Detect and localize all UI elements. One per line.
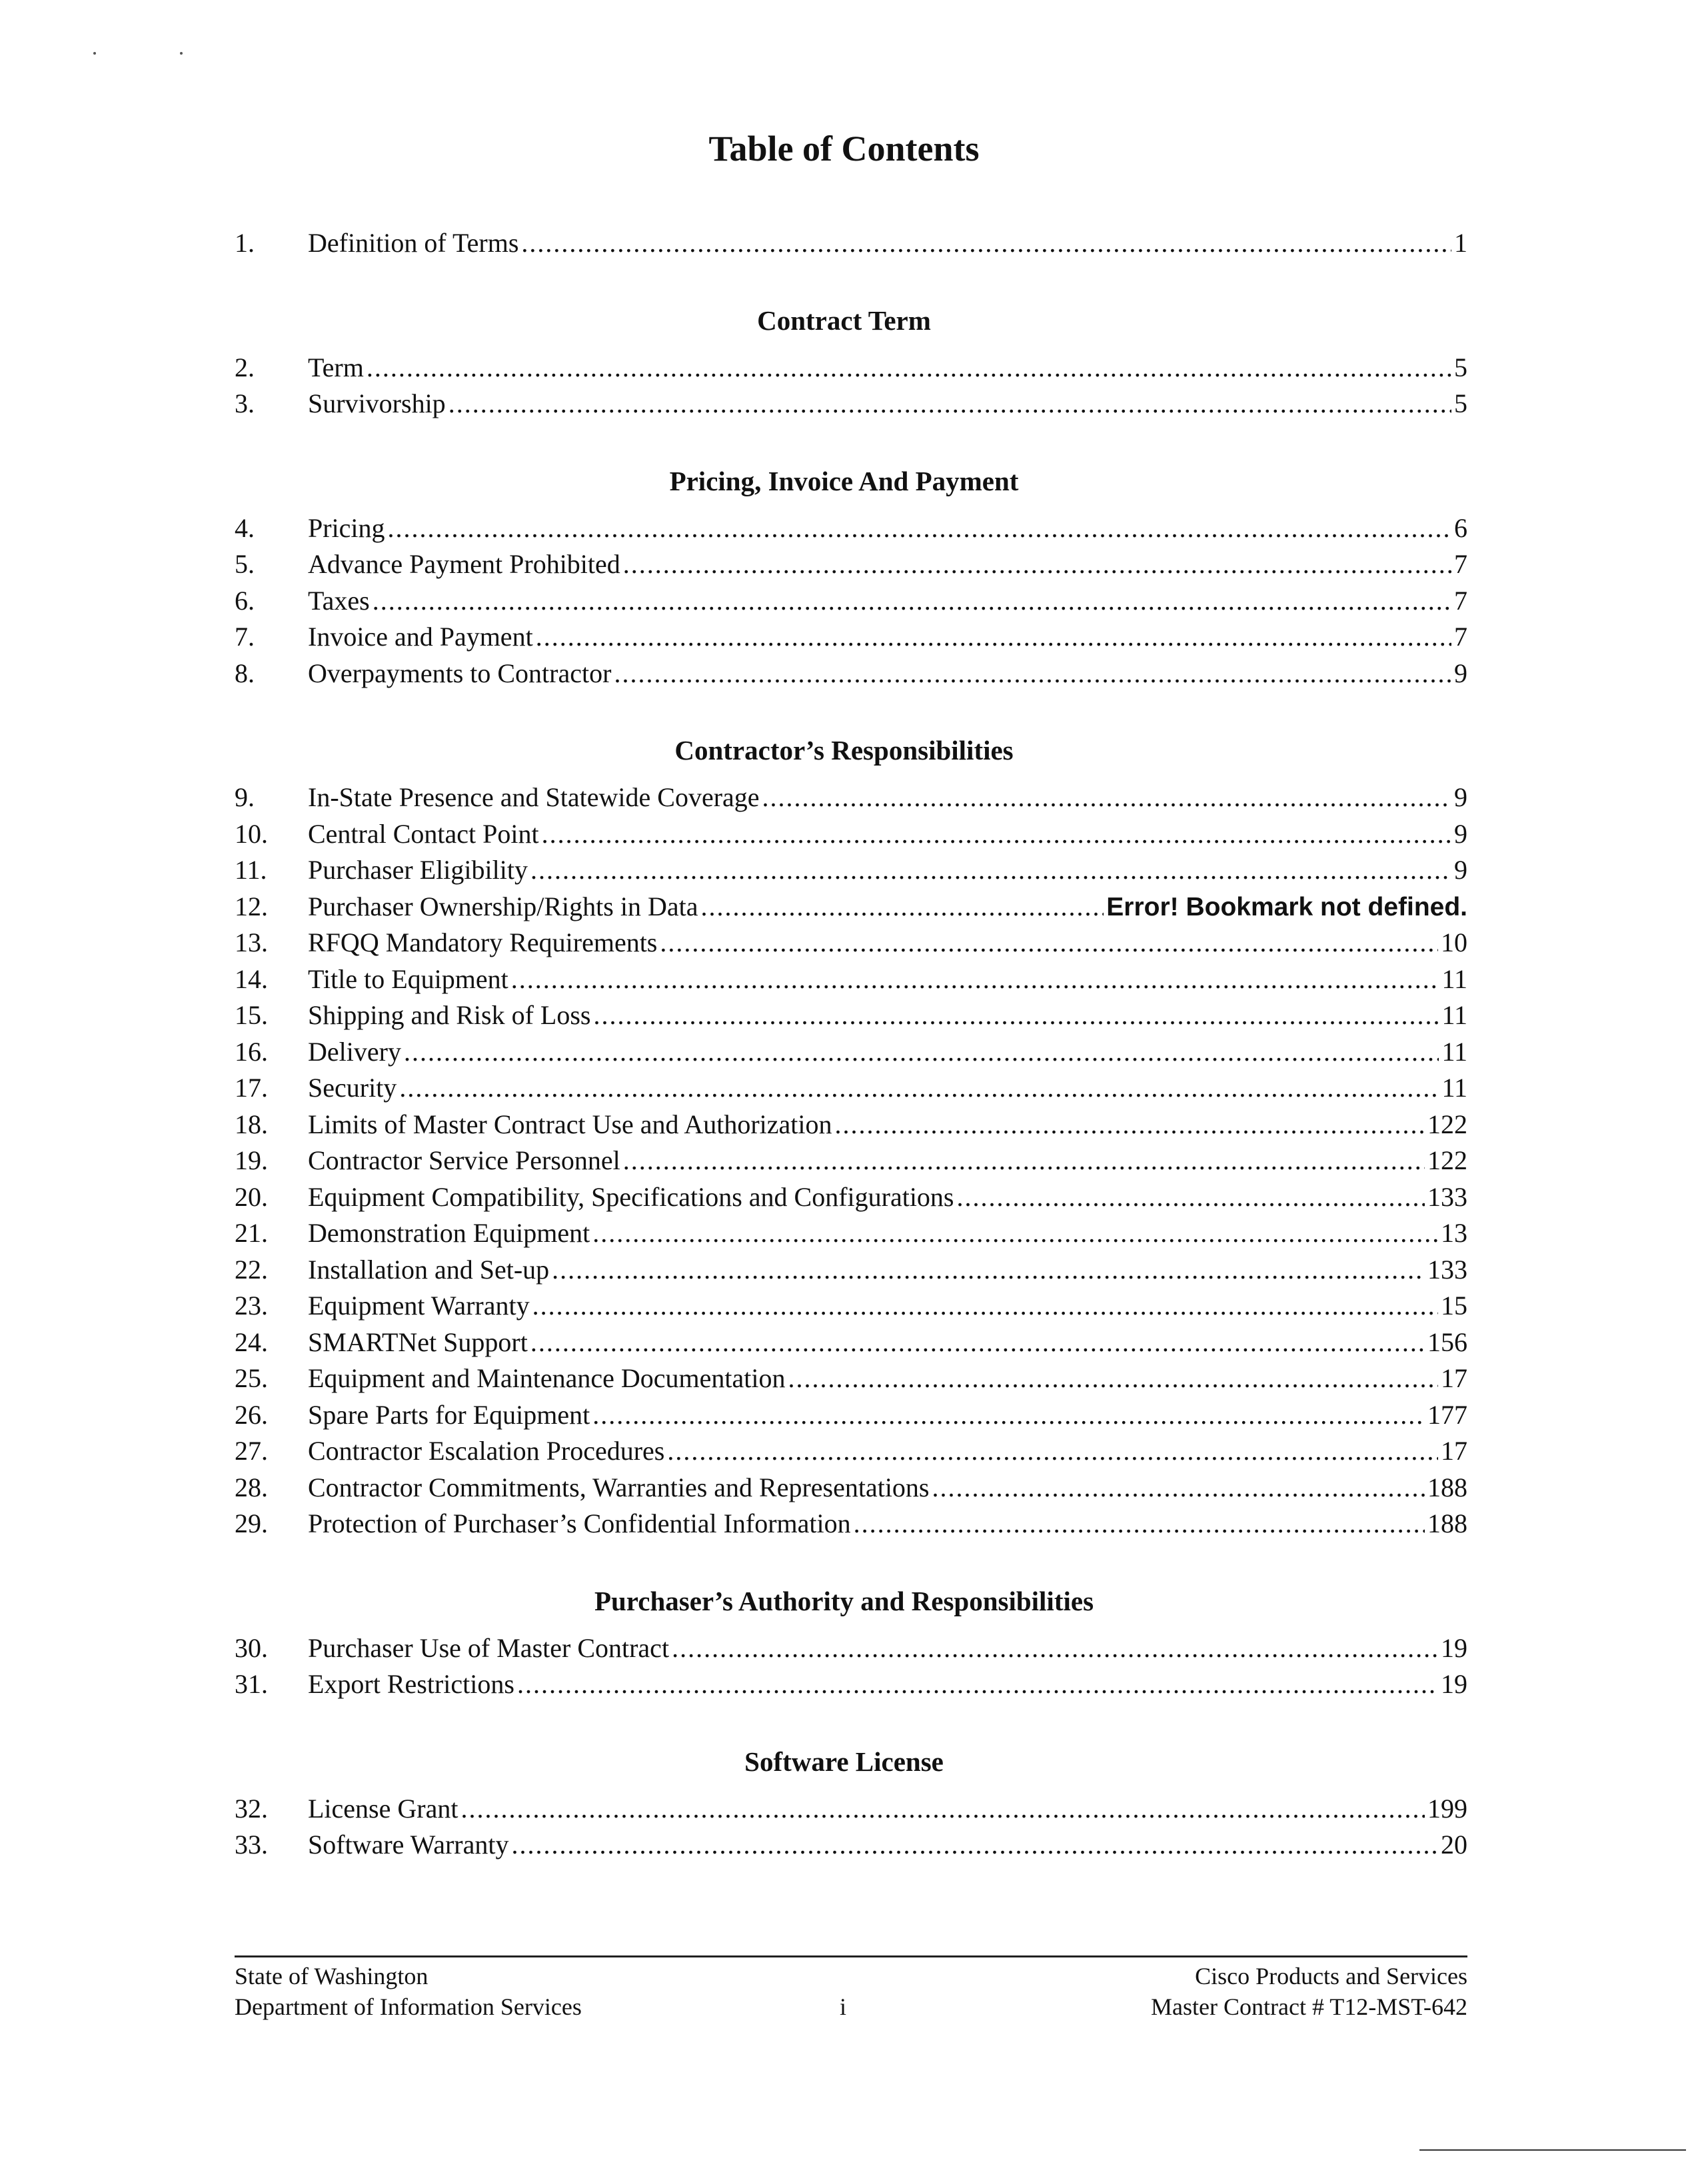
toc-entry-number: 4. <box>235 513 255 543</box>
toc-entry-number: 21. <box>235 1218 268 1248</box>
toc-entry-title: Overpayments to Contractor <box>308 658 612 688</box>
section-heading: Purchaser’s Authority and Responsibilities <box>594 1586 1094 1616</box>
toc-entry[interactable] <box>235 926 1467 959</box>
toc-entry-title: Contractor Commitments, Warranties and Representations <box>308 1472 930 1502</box>
footer-department: Department of Information Services <box>235 1993 582 2020</box>
dot-leader <box>788 1362 1438 1395</box>
dot-leader <box>448 387 1451 420</box>
toc-entry-page: 20 <box>1441 1830 1467 1860</box>
toc-entry-number: 6. <box>235 586 255 616</box>
toc-entry-title: Software Warranty <box>308 1830 509 1860</box>
toc-entry[interactable] <box>235 999 1467 1032</box>
toc-entry-page: 9 <box>1454 855 1467 885</box>
dot-leader <box>460 1792 1425 1826</box>
toc-entry-title: Security <box>308 1073 397 1103</box>
dot-leader <box>700 890 1104 923</box>
toc-entry-page: 188 <box>1427 1508 1467 1538</box>
toc-entry[interactable] <box>235 1632 1467 1665</box>
toc-entry-title: Demonstration Equipment <box>308 1218 590 1248</box>
dot-leader <box>957 1181 1425 1214</box>
toc-entry-title: Spare Parts for Equipment <box>308 1400 590 1430</box>
toc-entry-number: 19. <box>235 1145 268 1175</box>
toc-entry-title: Export Restrictions <box>308 1669 514 1699</box>
toc-entry-number: 10. <box>235 819 268 849</box>
toc-entry-title: Invoice and Payment <box>308 622 533 652</box>
toc-entry[interactable] <box>235 620 1467 654</box>
dot-leader <box>367 351 1451 384</box>
toc-entry-title: Term <box>308 352 364 382</box>
toc-entry-number: 27. <box>235 1436 268 1466</box>
dot-leader <box>530 853 1451 887</box>
toc-entry-number: 3. <box>235 388 255 418</box>
toc-entry-number: 26. <box>235 1400 268 1430</box>
dot-leader <box>517 1668 1438 1701</box>
toc-entry-title: Limits of Master Contract Use and Authorization <box>308 1109 832 1139</box>
dot-leader <box>623 1144 1425 1177</box>
toc-entry[interactable] <box>235 351 1467 384</box>
dot-leader <box>593 999 1439 1032</box>
toc-entry-number: 17. <box>235 1073 268 1103</box>
toc-entry-page: 9 <box>1454 819 1467 849</box>
toc-entry-title: Definition of Terms <box>308 228 519 258</box>
dot-leader <box>667 1434 1438 1468</box>
toc-entry[interactable] <box>235 657 1467 690</box>
toc-entry-page: 133 <box>1427 1182 1467 1212</box>
toc-entry-page: 156 <box>1427 1327 1467 1357</box>
toc-entry[interactable] <box>235 1181 1467 1214</box>
toc-entry-title: RFQQ Mandatory Requirements <box>308 927 658 957</box>
toc-entry-number: 15. <box>235 1000 268 1030</box>
dot-leader <box>532 1289 1438 1323</box>
dot-leader <box>404 1035 1439 1069</box>
toc-entry-page: 9 <box>1454 658 1467 688</box>
toc-entry-page: 133 <box>1427 1255 1467 1285</box>
toc-entry-page: 11 <box>1441 964 1467 994</box>
toc-entry-page: 7 <box>1454 549 1467 579</box>
toc-entry[interactable] <box>235 227 1467 260</box>
toc-entry-number: 22. <box>235 1255 268 1285</box>
dot-leader <box>854 1507 1425 1540</box>
page-title: Table of Contents <box>708 129 980 169</box>
toc-entry[interactable] <box>235 1792 1467 1826</box>
footer-divider <box>235 1955 1467 1957</box>
dot-leader <box>388 512 1451 545</box>
dot-leader <box>552 1253 1425 1287</box>
toc-entry[interactable] <box>235 1108 1467 1141</box>
toc-entry-page: 19 <box>1441 1633 1467 1663</box>
toc-entry-page: 188 <box>1427 1472 1467 1502</box>
toc-entry-number: 8. <box>235 658 255 688</box>
toc-entry-number: 33. <box>235 1830 268 1860</box>
dot-leader <box>399 1071 1439 1105</box>
toc-entry-number: 23. <box>235 1291 268 1321</box>
toc-entry-title: Advance Payment Prohibited <box>308 549 620 579</box>
toc-entry-page: 17 <box>1441 1363 1467 1393</box>
toc-entry-number: 13. <box>235 927 268 957</box>
toc-entry-number: 9. <box>235 782 255 812</box>
section-heading: Contract Term <box>757 305 931 336</box>
dot-leader <box>932 1471 1425 1504</box>
toc-entry-number: 11. <box>235 855 267 885</box>
toc-entry[interactable] <box>235 584 1467 618</box>
toc-entry-title: Taxes <box>308 586 370 616</box>
toc-entry-page: 7 <box>1454 622 1467 652</box>
footer-product: Cisco Products and Services <box>1195 1963 1467 1989</box>
toc-entry-page: 1 <box>1454 228 1467 258</box>
toc-entry-title: Central Contact Point <box>308 819 539 849</box>
toc-entry[interactable] <box>235 548 1467 581</box>
toc-entry-page: 5 <box>1454 352 1467 382</box>
toc-entry-page: 199 <box>1427 1794 1467 1824</box>
dot-leader <box>530 1326 1425 1359</box>
toc-entry-title: Survivorship <box>308 388 446 418</box>
scan-speck <box>93 52 96 55</box>
toc-entry-page: 7 <box>1454 586 1467 616</box>
dot-leader <box>373 584 1451 618</box>
dot-leader <box>521 227 1451 260</box>
toc-entry-number: 32. <box>235 1794 268 1824</box>
toc-entry[interactable] <box>235 1253 1467 1287</box>
toc-entry[interactable] <box>235 1289 1467 1323</box>
toc-entry-page: 122 <box>1427 1145 1467 1175</box>
toc-entry[interactable] <box>235 1217 1467 1250</box>
footer-state: State of Washington <box>235 1963 428 1989</box>
toc-entry-number: 29. <box>235 1508 268 1538</box>
toc-entry-page: 5 <box>1454 388 1467 418</box>
toc-entry-number: 30. <box>235 1633 268 1663</box>
toc-entry[interactable] <box>235 1828 1467 1862</box>
footer-contract-number: Master Contract # T12-MST-642 <box>1151 1993 1467 2020</box>
toc-entry-number: 24. <box>235 1327 268 1357</box>
dot-leader <box>511 1828 1438 1862</box>
toc-entry-number: 28. <box>235 1472 268 1502</box>
dot-leader <box>511 963 1439 996</box>
toc-entry[interactable] <box>235 1668 1467 1701</box>
toc-entry-page: 17 <box>1441 1436 1467 1466</box>
toc-entry-title: Shipping and Risk of Loss <box>308 1000 591 1030</box>
toc-entry-title: Delivery <box>308 1037 401 1067</box>
toc-entry-page: 11 <box>1441 1073 1467 1103</box>
toc-entry-page: 10 <box>1441 927 1467 957</box>
section-heading: Contractor’s Responsibilities <box>674 735 1014 766</box>
section-heading: Pricing, Invoice And Payment <box>669 466 1019 496</box>
toc-entry-title: Purchaser Ownership/Rights in Data <box>308 891 698 921</box>
toc-entry[interactable] <box>235 781 1467 814</box>
toc-entry[interactable] <box>235 1362 1467 1395</box>
toc-entry-number: 31. <box>235 1669 268 1699</box>
toc-entry-title: Purchaser Eligibility <box>308 855 528 885</box>
toc-entry-title: Pricing <box>308 513 385 543</box>
toc-entry[interactable] <box>235 1144 1467 1177</box>
toc-entry[interactable] <box>235 1398 1467 1432</box>
scan-artifact-rule <box>1419 2149 1686 2151</box>
toc-entry[interactable] <box>235 1507 1467 1540</box>
dot-leader <box>592 1217 1438 1250</box>
toc-entry-page: 9 <box>1454 782 1467 812</box>
toc-entry-number: 12. <box>235 891 268 921</box>
toc-entry-title: Title to Equipment <box>308 964 508 994</box>
toc-entry-title: License Grant <box>308 1794 458 1824</box>
toc-entry-number: 20. <box>235 1182 268 1212</box>
toc-entry-title: Equipment Warranty <box>308 1291 530 1321</box>
toc-entry-page: 6 <box>1454 513 1467 543</box>
toc-entry[interactable] <box>235 1326 1467 1359</box>
toc-entry-number: 25. <box>235 1363 268 1393</box>
toc-entry-title: Contractor Escalation Procedures <box>308 1436 665 1466</box>
toc-entry-title: Purchaser Use of Master Contract <box>308 1633 670 1663</box>
toc-entry[interactable] <box>235 1471 1467 1504</box>
toc-entry-title: SMARTNet Support <box>308 1327 528 1357</box>
toc-entry[interactable] <box>235 1434 1467 1468</box>
toc-entry[interactable] <box>235 853 1467 887</box>
toc-entry-number: 16. <box>235 1037 268 1067</box>
toc-entry-page: 19 <box>1441 1669 1467 1699</box>
toc-entry-page: 11 <box>1441 1037 1467 1067</box>
toc-entry[interactable] <box>235 818 1467 851</box>
section-heading: Software License <box>744 1746 944 1777</box>
toc-entry-title: Protection of Purchaser’s Confidential Information <box>308 1508 851 1538</box>
toc-entry[interactable] <box>235 890 1467 923</box>
scan-speck <box>180 52 183 55</box>
toc-entry-number: 5. <box>235 549 255 579</box>
toc-entry-page: 177 <box>1427 1400 1467 1430</box>
dot-leader <box>592 1398 1425 1432</box>
toc-entry-page: 11 <box>1441 1000 1467 1030</box>
dot-leader <box>660 926 1438 959</box>
dot-leader <box>623 548 1451 581</box>
toc-entry-title: In-State Presence and Statewide Coverage <box>308 782 760 812</box>
dot-leader <box>536 620 1451 654</box>
toc-entry[interactable] <box>235 387 1467 420</box>
toc-entry-title: Contractor Service Personnel <box>308 1145 620 1175</box>
toc-entry-page: 15 <box>1441 1291 1467 1321</box>
dot-leader <box>835 1108 1425 1141</box>
dot-leader <box>542 818 1451 851</box>
dot-leader <box>614 657 1451 690</box>
dot-leader <box>672 1632 1438 1665</box>
toc-entry-number: 14. <box>235 964 268 994</box>
toc-entry[interactable] <box>235 963 1467 996</box>
toc-entry-title: Installation and Set-up <box>308 1255 550 1285</box>
toc-entry-number: 1. <box>235 228 255 258</box>
toc-entry-page: 13 <box>1441 1218 1467 1248</box>
toc-entry[interactable] <box>235 512 1467 545</box>
toc-entry-page: Error! Bookmark not defined. <box>1106 893 1467 921</box>
toc-entry[interactable] <box>235 1071 1467 1105</box>
toc-entry-title: Equipment and Maintenance Documentation <box>308 1363 786 1393</box>
toc-entry-page: 122 <box>1427 1109 1467 1139</box>
toc-entry[interactable] <box>235 1035 1467 1069</box>
dot-leader <box>762 781 1451 814</box>
toc-entry-number: 18. <box>235 1109 268 1139</box>
footer-page-number: i <box>840 1993 847 2020</box>
toc-entry-number: 7. <box>235 622 255 652</box>
toc-entry-number: 2. <box>235 352 255 382</box>
toc-entry-title: Equipment Compatibility, Specifications and Configurations <box>308 1182 954 1212</box>
